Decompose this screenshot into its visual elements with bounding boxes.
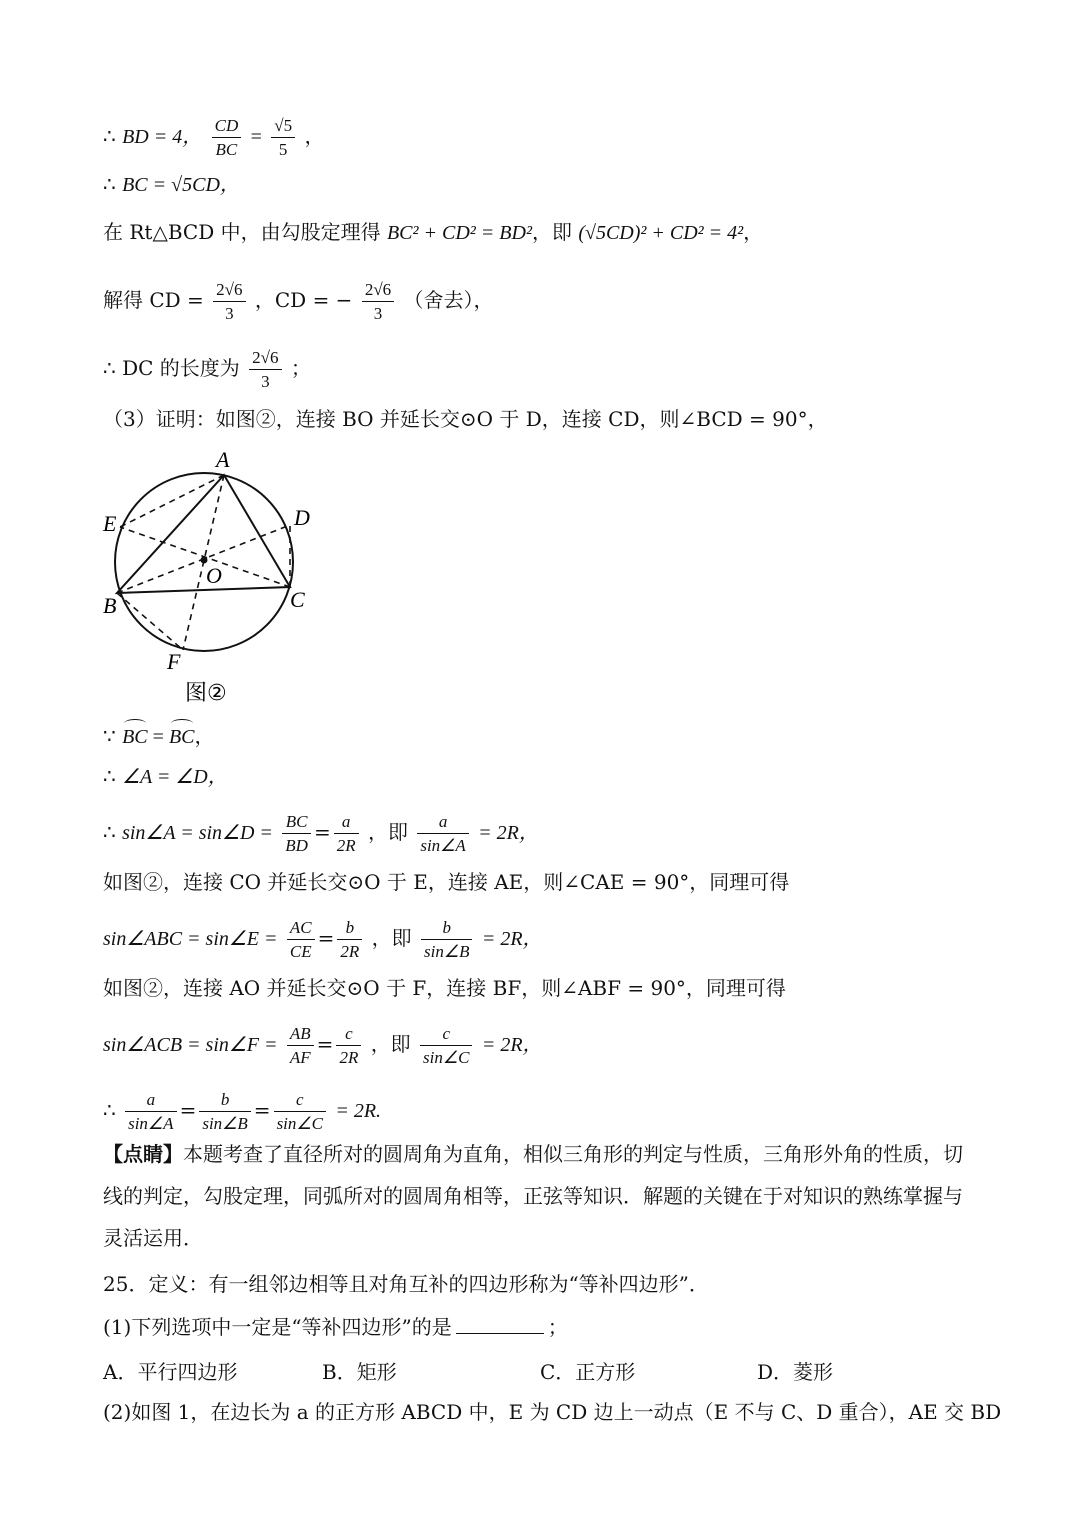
option-c[interactable]: C．正方形 — [540, 1360, 636, 1384]
solution-line-6: （3）证明：如图②，连接 BO 并延长交⊙O 于 D，连接 CD，则∠BCD = 90°， — [103, 407, 828, 431]
solution-line-7: ∵ BC = BC， — [103, 722, 215, 751]
fraction-root5-5: $\frac{√5}{5}$ — [271, 116, 295, 159]
triangle-abc — [117, 475, 290, 593]
solution-line-11: sin∠ABC = sin∠E = $\frac{AC}{CE}$ = $\frac{b}{2R}$ ，即 $\frac{b}{\sin\angle B}$ = 2R， — [103, 918, 543, 961]
arc-bc-2: BC — [169, 723, 195, 751]
label-e: E — [103, 511, 117, 536]
question-25-part1: (1)下列选项中一定是“等补四边形”的是 ； — [103, 1315, 568, 1339]
fraction-cd-bc: $\frac{CD}{BC}$ — [212, 116, 242, 159]
therefore-symbol: ∴ — [103, 124, 116, 148]
label-o: O — [206, 563, 222, 588]
eq-bc: BC = √5CD， — [122, 174, 240, 196]
comment-text: 本题考查了直径所对的圆周角为直角，相似三角形的判定与性质，三角形外角的性质，切线的判定，勾股定理，同弧所对的圆周角相等，正弦等知识．解题的关键在于对知识的熟练掌握与灵活运用． — [103, 1142, 963, 1250]
solution-line-1: ∴ BD = 4， $\frac{CD}{BC}$ = $\frac{√5}{5}$ ， — [103, 116, 325, 159]
solution-line-14: ∴ $\frac{a}{\sin\angle A}$ = $\frac{b}{\sin\angle B}$ = $\frac{c}{\sin\angle C}$ = 2R. — [103, 1090, 382, 1133]
solution-line-10: 如图②，连接 CO 并延长交⊙O 于 E，连接 AE，则∠CAE = 90°，同理可得 — [103, 870, 790, 894]
circle-figure — [95, 445, 335, 715]
figure-caption: 图② — [185, 681, 227, 706]
fraction-dc-length: $\frac{2√6}{3}$ — [249, 348, 281, 391]
fraction-cd-value: $\frac{2√6}{3}$ — [213, 280, 245, 323]
line-ae — [120, 475, 224, 527]
question-25-definition: 25．定义：有一组邻边相等且对角互补的四边形称为“等补四边形”． — [103, 1272, 709, 1296]
solution-line-12: 如图②，连接 AO 并延长交⊙O 于 F，连接 BF，则∠ABF = 90°，同理可得 — [103, 976, 786, 1000]
arc-bc: BC — [122, 723, 148, 751]
question-25-part2: (2)如图 1，在边长为 a 的正方形 ABCD 中，E 为 CD 边上一动点（E 不与 C、D 重合），AE 交 BD — [103, 1400, 1002, 1424]
line-bf — [117, 593, 183, 650]
option-b[interactable]: B．矩形 — [322, 1360, 397, 1384]
label-c: C — [290, 587, 305, 612]
solution-line-3: 在 Rt△BCD 中，由勾股定理得 BC² + CD² = BD²，即 (√5CD)² + CD² = 4²， — [103, 220, 764, 244]
label-a: A — [216, 447, 230, 472]
comment-paragraph — [103, 1133, 977, 1259]
fraction-cd-negative: $\frac{2√6}{3}$ — [362, 280, 394, 323]
solution-line-9: ∴ sin∠A = sin∠D = $\frac{BC}{BD}$ = $\frac{a}{2R}$ ，即 $\frac{a}{\sin\angle A}$ = 2R， — [103, 812, 539, 855]
label-d: D — [294, 505, 310, 530]
pythagoras-eq: BC² + CD² = BD² — [386, 222, 532, 244]
answer-blank[interactable] — [456, 1313, 544, 1334]
option-a[interactable]: A．平行四边形 — [103, 1360, 238, 1384]
eq-bd: BD = 4， — [122, 126, 203, 148]
solution-line-4: 解得 CD = $\frac{2√6}{3}$ ，CD = − $\frac{2√6}{3}$ （舍去）， — [103, 280, 494, 323]
option-d[interactable]: D．菱形 — [757, 1360, 834, 1384]
comment-tag: 【点睛】 — [103, 1142, 183, 1166]
because-symbol: ∵ — [103, 724, 116, 748]
label-b: B — [103, 593, 117, 618]
solution-line-13: sin∠ACB = sin∠F = $\frac{AB}{AF}$ = $\frac{c}{2R}$ ，即 $\frac{c}{\sin\angle C}$ = 2R， — [103, 1024, 543, 1067]
solution-line-2: ∴ BC = √5CD， — [103, 172, 240, 196]
solution-line-5: ∴ DC 的长度为 $\frac{2√6}{3}$ ； — [103, 348, 311, 391]
pythagoras-sub: (√5CD)² + CD² = 4² — [578, 222, 744, 244]
solution-line-8: ∴ ∠A = ∠D， — [103, 764, 228, 788]
label-f: F — [167, 649, 181, 674]
